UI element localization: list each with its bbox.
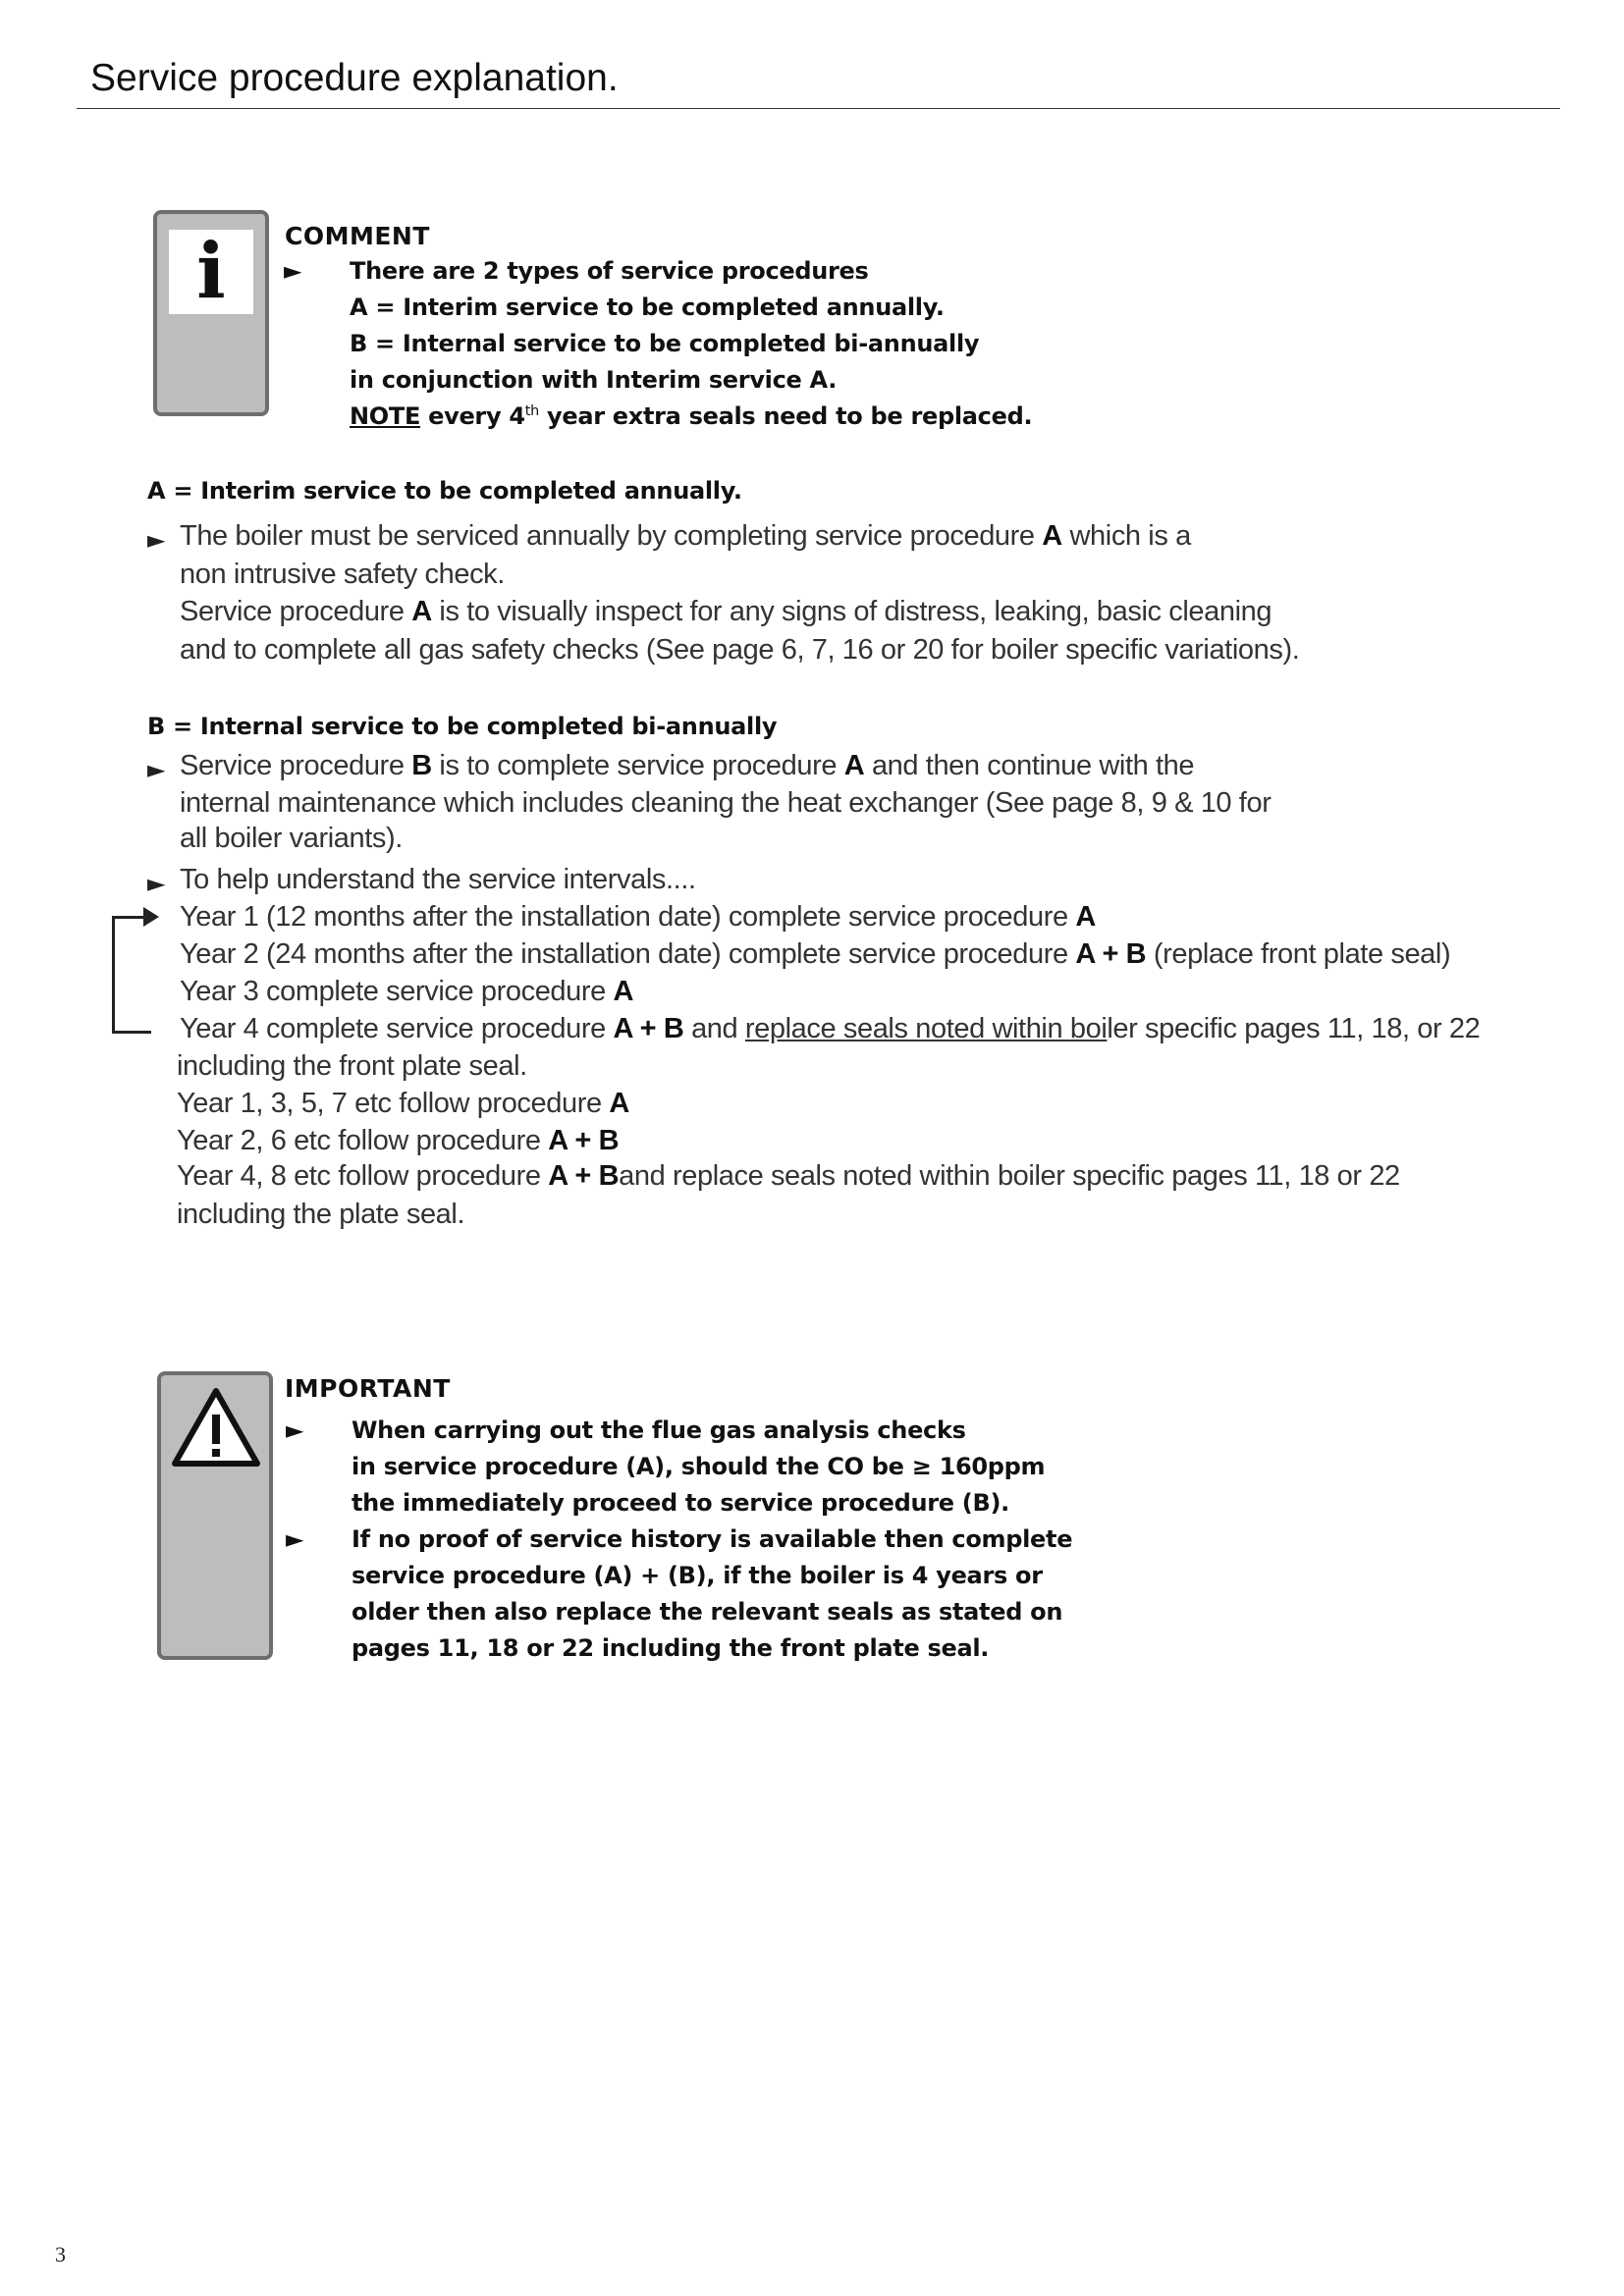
bracket-arrow-icon [143,907,159,927]
section-a-line-4: and to complete all gas safety checks (See page 6, 7, 16 or 20 for boiler specific variations). [180,634,1300,666]
fourth-years-line-2: including the plate seal. [177,1199,465,1230]
procedure-code: B [411,750,432,781]
page-number: 3 [55,2242,66,2267]
comment-line-4: in conjunction with Interim service A. [350,366,838,394]
section-a-line-2: non intrusive safety check. [180,559,505,590]
important-bullet-2: ► [286,1525,304,1553]
section-a-heading: A = Interim service to be completed annually. [147,477,742,505]
comment-icon-panel [153,210,269,416]
text: and then continue with the [864,750,1195,781]
comment-line-3: B = Internal service to be completed bi-annually [350,330,980,357]
year-4-line-2: including the front plate seal. [177,1050,527,1082]
important-icon-panel [157,1371,273,1660]
procedure-code: A [1075,901,1096,933]
comment-heading: COMMENT [285,222,430,250]
text: (replace front plate seal) [1146,938,1451,970]
procedure-code: A + B [548,1160,620,1192]
comment-line-1: There are 2 types of service procedures [350,257,869,285]
text: Year 1, 3, 5, 7 etc follow procedure [177,1088,610,1119]
comment-line-5-tail: year extra seals need to be replaced. [538,402,1033,430]
procedure-code: A + B [1075,938,1147,970]
interval-bracket [112,916,151,1034]
section-b-bullet-2: ► [147,870,166,897]
section-b-line-2: internal maintenance which includes cleaning the heat exchanger (See page 8, 9 & 10 for [180,787,1272,819]
important-b2-line-3: older then also replace the relevant seals as stated on [352,1598,1063,1626]
section-b-line-4: To help understand the service intervals.... [180,864,696,895]
text: ler specific pages 11, 18, or 22 [1107,1013,1481,1044]
important-b1-line-3: the immediately proceed to service procedure (B). [352,1489,1009,1517]
procedure-code: A [1042,520,1062,552]
important-b1-line-1: When carrying out the flue gas analysis checks [352,1416,966,1444]
text: Year 1 (12 months after the installation date) complete service procedure [180,901,1076,933]
page-title: Service procedure explanation. [90,57,619,99]
text: is to complete service procedure [431,750,844,781]
procedure-code: A [613,976,634,1007]
even-years-line [177,1125,619,1157]
text: which is a [1061,520,1191,552]
important-b2-line-1: If no proof of service history is available then complete [352,1525,1073,1553]
info-icon: i [169,230,253,314]
section-a-line-3 [180,596,1272,628]
comment-note-label: NOTE [350,402,421,430]
text: Year 2 (24 months after the installation date) complete service procedure [180,938,1076,970]
comment-line-5 [350,402,1032,430]
year-3-line [180,976,633,1008]
important-bullet-1: ► [286,1416,304,1444]
warning-icon [169,1385,263,1469]
section-b-bullet-1: ► [147,756,166,783]
comment-line-5-sup: th [524,403,539,419]
comment-line-2: A = Interim service to be completed annually. [350,294,945,321]
procedure-code: A [609,1088,629,1119]
year-2-line [180,938,1450,971]
odd-years-line [177,1088,629,1120]
text: Year 4 complete service procedure [180,1013,614,1044]
text: and [683,1013,745,1044]
text: Service procedure [180,750,412,781]
text: Year 2, 6 etc follow procedure [177,1125,549,1156]
procedure-code: A + B [548,1125,620,1156]
fourth-years-line [177,1160,1400,1193]
important-b2-line-4: pages 11, 18 or 22 including the front plate seal. [352,1634,990,1662]
section-b-line-1 [180,750,1194,782]
important-b2-line-2: service procedure (A) + (B), if the boiler is 4 years or [352,1562,1043,1589]
section-a-line-1 [180,520,1191,553]
text: and replace seals noted within boiler specific pages 11, 18 or 22 [619,1160,1400,1192]
underlined-text: replace seals noted within boi [744,1013,1108,1044]
important-heading: IMPORTANT [285,1374,451,1403]
year-4-line [180,1013,1480,1045]
procedure-code: A [411,596,432,627]
important-b1-line-2: in service procedure (A), should the CO be ≥ 160ppm [352,1453,1046,1480]
header-divider [77,108,1560,109]
comment-line-5-text: every 4 [420,402,525,430]
procedure-code: A + B [613,1013,684,1044]
comment-bullet: ► [284,257,302,285]
year-1-line [180,901,1096,934]
section-b-line-3: all boiler variants). [180,823,403,854]
text: The boiler must be serviced annually by completing service procedure [180,520,1043,552]
procedure-code: A [843,750,865,781]
text: is to visually inspect for any signs of distress, leaking, basic cleaning [431,596,1272,627]
section-b-heading: B = Internal service to be completed bi-annually [147,713,778,740]
text: Year 4, 8 etc follow procedure [177,1160,549,1192]
text: Service procedure [180,596,412,627]
text: Year 3 complete service procedure [180,976,614,1007]
section-a-bullet: ► [147,526,166,554]
